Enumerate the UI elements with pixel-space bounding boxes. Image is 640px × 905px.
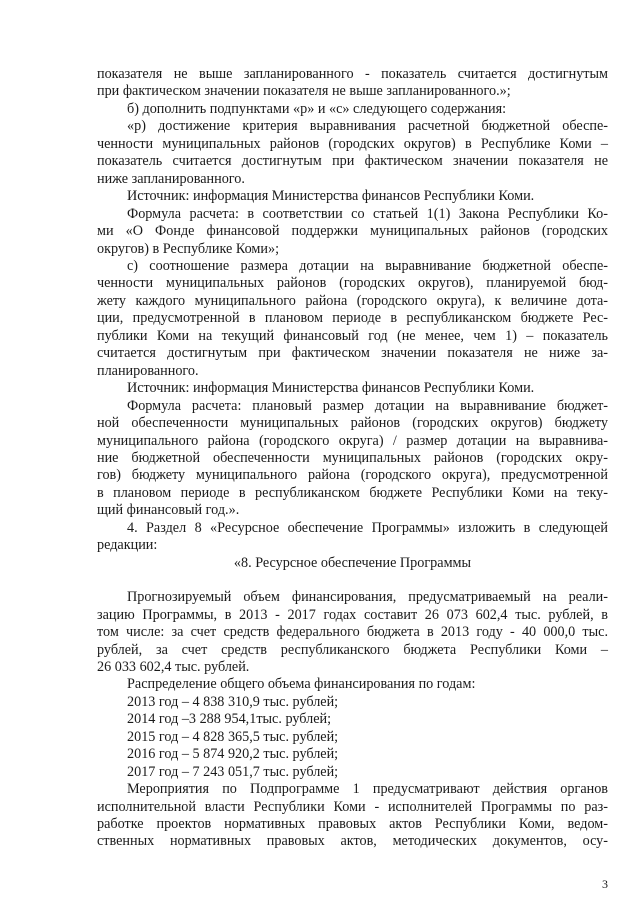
text-line: показатель считается достигнутым при фактическом значении показателя не bbox=[97, 153, 608, 170]
text-line: 26 033 602,4 тыс. рублей. bbox=[97, 658, 250, 675]
text-line: «р) достижение критерия выравнивания расчетной бюджетной обеспе- bbox=[127, 118, 608, 135]
text-line: с) соотношение размера дотации на выравнивание бюджетной обеспе- bbox=[127, 257, 608, 274]
text-line: ции, предусмотренной в плановом периоде в республиканском бюджете Рес- bbox=[97, 310, 608, 327]
paragraph-source bbox=[97, 380, 608, 397]
text-line: в плановом периоде в республиканском бюджете Республики Коми на теку- bbox=[97, 484, 608, 501]
text-line: Источник: информация Министерства финансов Республики Коми. bbox=[127, 188, 535, 205]
list-item: 2015 год – 4 828 365,5 тыс. рублей; bbox=[127, 728, 339, 745]
text-line: ченности муниципальных районов (городских округов), планируемой бюд- bbox=[97, 275, 608, 292]
funding-by-year-list bbox=[97, 694, 608, 781]
text-line: б) дополнить подпунктами «р» и «с» следующего содержания: bbox=[127, 100, 507, 117]
list-item: 2017 год – 7 243 051,7 тыс. рублей; bbox=[127, 763, 339, 780]
text-line: жету каждого муниципального района (городского округа), к величине дота- bbox=[97, 292, 608, 309]
paragraph-subitem-r bbox=[97, 118, 608, 188]
paragraph-distribution bbox=[97, 676, 608, 693]
text-line: округов) в Республике Коми»; bbox=[97, 240, 280, 257]
text-line: том числе: за счет средств федерального бюджета в 2013 году - 40 000,0 тыс. bbox=[97, 624, 608, 641]
text-line: Прогнозируемый объем финансирования, предусматриваемый на реали- bbox=[127, 589, 608, 606]
text-line: ниже запланированного. bbox=[97, 170, 245, 187]
text-line: Формула расчета: плановый размер дотации на выравнивание бюджет- bbox=[127, 397, 608, 414]
text-line: считается достигнутым при фактическом значении показателя не ниже за- bbox=[97, 345, 608, 362]
text-line: ние бюджетной обеспеченности муниципальных районов (городских окру- bbox=[97, 449, 608, 466]
paragraph-measures bbox=[97, 781, 608, 851]
text-line: щий финансовый год.». bbox=[97, 502, 240, 519]
text-line: гов) бюджету муниципального района (городского округа), предусмотренной bbox=[97, 467, 608, 484]
page-number: 3 bbox=[602, 877, 608, 891]
text-line: Распределение общего объема финансирования по годам: bbox=[127, 676, 476, 693]
text-line: зацию Программы, в 2013 - 2017 годах составит 26 073 602,4 тыс. рублей, в bbox=[97, 606, 608, 623]
list-item: 2013 год – 4 838 310,9 тыс. рублей; bbox=[127, 693, 339, 710]
list-item: 2014 год –3 288 954,1тыс. рублей; bbox=[127, 711, 332, 728]
text-line: рублей, за счет средств республиканского бюджета Республики Коми – bbox=[97, 641, 608, 658]
paragraph-formula bbox=[97, 206, 608, 258]
text-line: планированного. bbox=[97, 362, 199, 379]
text-line: редакции: bbox=[97, 537, 158, 554]
text-line: показателя не выше запланированного - показатель считается достигнутым bbox=[97, 66, 608, 82]
text-line: ченности муниципальных районов (городских округов) в Республике Коми – bbox=[97, 135, 608, 152]
text-line: муниципального района (городского округа) / размер дотации на выравнива- bbox=[97, 432, 608, 449]
text-line: Источник: информация Министерства финансов Республики Коми. bbox=[127, 380, 535, 397]
text-line: Мероприятия по Подпрограмме 1 предусматривают действия органов bbox=[127, 781, 608, 798]
paragraph-subitem-b bbox=[97, 101, 608, 118]
spacer bbox=[97, 572, 608, 589]
paragraph-funding bbox=[97, 589, 608, 676]
text-line: исполнительной власти Республики Коми - исполнителей Программы по раз- bbox=[97, 798, 608, 815]
text-line: ми «О Фонде финансовой поддержки муниципальных районов (городских bbox=[97, 223, 608, 240]
paragraph-subitem-s bbox=[97, 258, 608, 380]
text-line: ственных нормативных правовых актов, методических документов, осу- bbox=[97, 833, 608, 850]
text-line: публики Коми на текущий финансовый год (не менее, чем 1) – показатель bbox=[97, 327, 608, 344]
paragraph-formula bbox=[97, 398, 608, 520]
text-line: Формула расчета: в соответствии со статьей 1(1) Закона Республики Ко- bbox=[127, 205, 608, 222]
text-line: работке проектов нормативных правовых актов Республики Коми, ведом- bbox=[97, 816, 608, 833]
list-item: 2016 год – 5 874 920,2 тыс. рублей; bbox=[127, 746, 339, 763]
text-line: при фактическом значении показателя не выше запланированного.»; bbox=[97, 83, 511, 100]
text-line: ной обеспеченности муниципальных районов (городских округов) бюджету bbox=[97, 415, 608, 432]
paragraph-item-4 bbox=[97, 520, 608, 555]
paragraph-source bbox=[97, 188, 608, 205]
section-heading: «8. Ресурсное обеспечение Программы bbox=[233, 554, 472, 571]
paragraph-continuation bbox=[97, 66, 608, 101]
text-line: 4. Раздел 8 «Ресурсное обеспечение Программы» изложить в следующей bbox=[127, 519, 608, 536]
